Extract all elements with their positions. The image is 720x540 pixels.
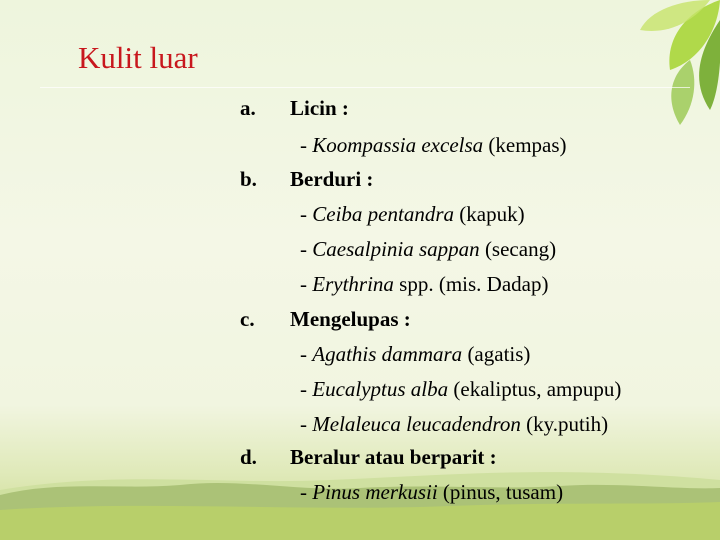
example-line <box>300 480 563 504</box>
species-name: Melaleuca leucadendron <box>312 412 521 436</box>
slide-title: Kulit luar <box>78 40 198 75</box>
common-name: (kapuk) <box>454 202 525 226</box>
species-name: Erythrina <box>312 272 394 296</box>
species-name: Koompassia excelsa <box>312 133 484 157</box>
list-heading: Berduri : <box>290 167 374 191</box>
common-name: (secang) <box>479 237 557 261</box>
list-marker: d. <box>240 445 257 469</box>
species-name: Agathis dammara <box>312 342 463 366</box>
list-heading: Licin : <box>290 96 349 120</box>
species-name: Ceiba pentandra <box>312 202 454 226</box>
common-name: (pinus, tusam) <box>437 480 564 504</box>
example-dash: - <box>300 237 313 261</box>
example-line <box>300 412 608 436</box>
common-name: spp. (mis. Dadap) <box>393 272 549 296</box>
example-line <box>300 237 556 261</box>
list-marker: c. <box>240 307 255 331</box>
species-name: Eucalyptus alba <box>312 377 449 401</box>
example-dash: - <box>300 412 313 436</box>
list-marker: b. <box>240 167 257 191</box>
list-heading: Beralur atau berparit : <box>290 445 497 469</box>
species-name: Pinus merkusii <box>312 480 438 504</box>
common-name: (agatis) <box>462 342 531 366</box>
common-name: (ekaliptus, ampupu) <box>448 377 622 401</box>
example-line <box>300 377 621 401</box>
example-dash: - <box>300 342 313 366</box>
example-dash: - <box>300 133 313 157</box>
example-dash: - <box>300 377 313 401</box>
example-line <box>300 342 530 366</box>
species-name: Caesalpinia sappan <box>312 237 480 261</box>
common-name: (ky.putih) <box>520 412 609 436</box>
example-line <box>300 133 567 157</box>
example-dash: - <box>300 272 313 296</box>
example-line <box>300 272 548 296</box>
common-name: (kempas) <box>483 133 567 157</box>
example-dash: - <box>300 202 313 226</box>
list-marker: a. <box>240 96 256 120</box>
example-line <box>300 202 525 226</box>
list-heading: Mengelupas : <box>290 307 411 331</box>
example-dash: - <box>300 480 313 504</box>
